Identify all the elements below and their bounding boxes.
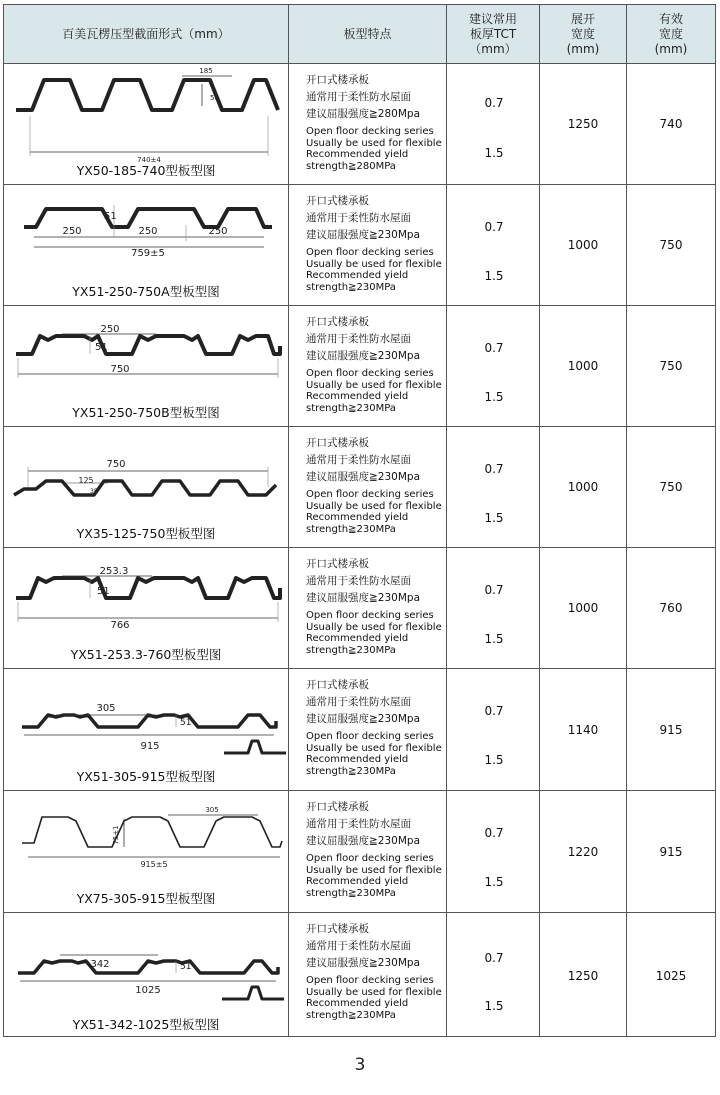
table-row [4,185,715,306]
profile-caption: YX51-250-750A型板型图 [72,284,220,299]
features-text [306,314,446,414]
dimension-label: 250 [138,226,158,237]
effective-width: 750 [659,359,683,373]
dimension-label: 342 [90,959,110,970]
feature-line-en: Open floor decking series [306,126,434,137]
feature-line-en: Recommended yield [306,876,409,887]
thickness-value: 1.5 [484,390,504,404]
feature-line: 开口式楼承板 [306,679,369,691]
dimension-label: 250 [208,226,228,237]
dimension-label: 51 [104,211,117,222]
feature-line-en: strength≧230MPa [306,644,396,656]
profile-drawing [4,427,288,527]
header-thickness-line: （mm） [469,41,517,56]
features-text [306,556,446,656]
feature-line: 通常用于柔性防水屋面 [306,454,411,466]
feature-line-en: Recommended yield [306,270,409,281]
profile-drawing [4,548,288,648]
header-effective [627,5,715,63]
profile-drawing [4,64,288,164]
effective-width: 740 [659,117,683,131]
thickness-value: 1.5 [484,999,504,1013]
dimension-label: 51 [180,718,192,728]
dimension-label: 185 [199,67,213,75]
table-row [4,64,715,185]
profile-caption: YX51-342-1025型板型图 [72,1017,220,1032]
dimension-label: 51 [180,962,192,972]
table-row [4,913,715,1038]
feature-line-en: Open floor decking series [306,247,434,258]
thickness-value: 0.7 [484,96,504,110]
feature-line: 通常用于柔性防水屋面 [306,818,411,830]
table-row [4,791,715,913]
feature-line: 建议屈服强度≧230Mpa [306,713,420,725]
feature-line: 开口式楼承板 [306,195,369,207]
feature-line-en: Open floor decking series [306,368,434,379]
header-section: 百美瓦楞压型截面形式（mm） [62,26,230,41]
unfold-width: 1000 [567,601,599,615]
feature-line: 建议屈服强度≧230Mpa [306,835,420,847]
feature-line: 通常用于柔性防水屋面 [306,91,411,103]
feature-line-en: Open floor decking series [306,610,434,621]
feature-line-en: Usually be used for flexible [306,500,442,512]
feature-line-en: Usually be used for flexible [306,137,442,149]
features-text [306,677,446,777]
thickness-value: 0.7 [484,704,504,718]
profile-drawing [4,669,288,769]
feature-line: 建议屈服强度≧230Mpa [306,592,420,604]
page-number: 3 [354,1055,366,1075]
feature-line: 开口式楼承板 [306,923,369,935]
feature-line: 通常用于柔性防水屋面 [306,333,411,345]
thickness-value: 1.5 [484,269,504,283]
feature-line: 开口式楼承板 [306,316,369,328]
unfold-width: 1000 [567,238,599,252]
dimension-label: 750 [106,459,126,470]
unfold-width: 1000 [567,359,599,373]
profile-drawing [4,913,288,1013]
dimension-label: 125 [78,476,94,485]
dimension-label: 75±1 [112,825,120,845]
thickness-value: 0.7 [484,826,504,840]
unfold-width: 1000 [567,480,599,494]
profile-drawing [4,306,288,406]
header-unfold [540,5,626,63]
dimension-label: 305 [96,703,116,714]
effective-width: 760 [659,601,683,615]
feature-line-en: Usually be used for flexible [306,621,442,633]
dimension-label: 51 [95,342,108,353]
unfold-width: 1250 [567,968,599,983]
dimension-label: 250 [100,324,120,335]
features-text [306,72,446,172]
thickness-value: 0.7 [484,583,504,597]
table-row [4,669,715,791]
dimension-label: 50 [210,94,219,102]
effective-width: 1025 [655,968,687,983]
profile-caption: YX51-305-915型板型图 [76,769,216,784]
table-row [4,548,715,669]
feature-line: 开口式楼承板 [306,801,369,813]
feature-line: 开口式楼承板 [306,558,369,570]
feature-line-en: Usually be used for flexible [306,742,442,754]
header-thickness [447,5,539,63]
feature-line: 通常用于柔性防水屋面 [306,575,411,587]
dimension-label: 305 [205,806,219,814]
feature-line-en: Recommended yield [306,633,409,644]
table-header [4,5,715,64]
dimension-label: 740±4 [137,156,161,164]
dimension-label: 35 [90,488,98,495]
feature-line: 建议屈服强度≧230Mpa [306,471,420,483]
header-effective-line: 宽度 [658,26,683,41]
dimension-label: 759±5 [131,248,165,259]
header-unfold-line: 宽度 [570,26,595,41]
header-effective-line: (mm) [654,41,688,56]
feature-line-en: strength≧230MPa [306,1009,396,1021]
profile-caption: YX51-250-750B型板型图 [72,405,220,420]
thickness-value: 0.7 [484,220,504,234]
profile-caption: YX75-305-915型板型图 [76,891,216,906]
feature-line: 通常用于柔性防水屋面 [306,696,411,708]
features-text [306,435,446,535]
feature-line-en: Recommended yield [306,149,409,160]
effective-width: 915 [659,722,683,737]
header-thickness-line: 建议常用 [468,11,517,26]
dimension-label: 766 [110,620,130,631]
feature-line-en: Usually be used for flexible [306,864,442,876]
profile-drawing [4,791,288,891]
feature-line-en: Recommended yield [306,998,409,1009]
header-features: 板型特点 [343,26,392,41]
unfold-width: 1140 [567,722,599,737]
feature-line-en: Usually be used for flexible [306,379,442,391]
dimension-label: 253.3 [99,566,129,577]
feature-line-en: strength≧230MPa [306,887,396,899]
feature-line: 建议屈服强度≧230Mpa [306,229,420,241]
effective-width: 750 [659,238,683,252]
effective-width: 750 [659,480,683,494]
spec-table [3,4,716,1037]
dimension-label: 915 [140,741,160,752]
thickness-value: 1.5 [484,753,504,767]
unfold-width: 1220 [567,844,599,859]
feature-line: 通常用于柔性防水屋面 [306,940,411,952]
feature-line-en: Recommended yield [306,754,409,765]
unfold-width: 1250 [567,117,599,131]
dimension-label: 1025 [135,985,161,996]
features-text [306,193,446,293]
feature-line-en: Open floor decking series [306,975,434,986]
header-unfold-line: 展开 [570,11,595,26]
table-row [4,306,715,427]
feature-line-en: strength≧230MPa [306,765,396,777]
feature-line-en: Usually be used for flexible [306,258,442,270]
header-effective-line: 有效 [658,11,683,26]
header-unfold-line: (mm) [566,41,600,56]
profile-drawing [4,185,288,285]
header-thickness-line: 板厚TCT [469,26,517,41]
features-text [306,921,446,1021]
dimension-label: 51 [97,586,110,597]
feature-line: 建议屈服强度≧230Mpa [306,957,420,969]
thickness-value: 1.5 [484,146,504,160]
thickness-value: 1.5 [484,875,504,889]
dimension-label: 750 [110,364,130,375]
feature-line: 开口式楼承板 [306,437,369,449]
feature-line-en: Recommended yield [306,391,409,402]
profile-caption: YX51-253.3-760型板型图 [70,647,222,662]
feature-line-en: strength≧280MPa [306,160,396,172]
feature-line: 通常用于柔性防水屋面 [306,212,411,224]
feature-line-en: strength≧230MPa [306,523,396,535]
feature-line-en: strength≧230MPa [306,281,396,293]
thickness-value: 0.7 [484,341,504,355]
thickness-value: 0.7 [484,951,504,965]
feature-line: 建议屈服强度≧280Mpa [306,108,420,120]
effective-width: 915 [659,844,683,859]
thickness-value: 0.7 [484,462,504,476]
thickness-value: 1.5 [484,632,504,646]
profile-caption: YX35-125-750型板型图 [76,526,216,541]
profile-caption: YX50-185-740型板型图 [76,163,216,178]
table-row [4,427,715,548]
feature-line-en: Open floor decking series [306,489,434,500]
feature-line-en: Open floor decking series [306,731,434,742]
dimension-label: 915±5 [140,860,168,869]
feature-line: 建议屈服强度≧230Mpa [306,350,420,362]
feature-line-en: Open floor decking series [306,853,434,864]
feature-line-en: strength≧230MPa [306,402,396,414]
feature-line: 开口式楼承板 [306,74,369,86]
dimension-label: 250 [62,226,82,237]
features-text [306,799,446,899]
feature-line-en: Usually be used for flexible [306,986,442,998]
thickness-value: 1.5 [484,511,504,525]
feature-line-en: Recommended yield [306,512,409,523]
